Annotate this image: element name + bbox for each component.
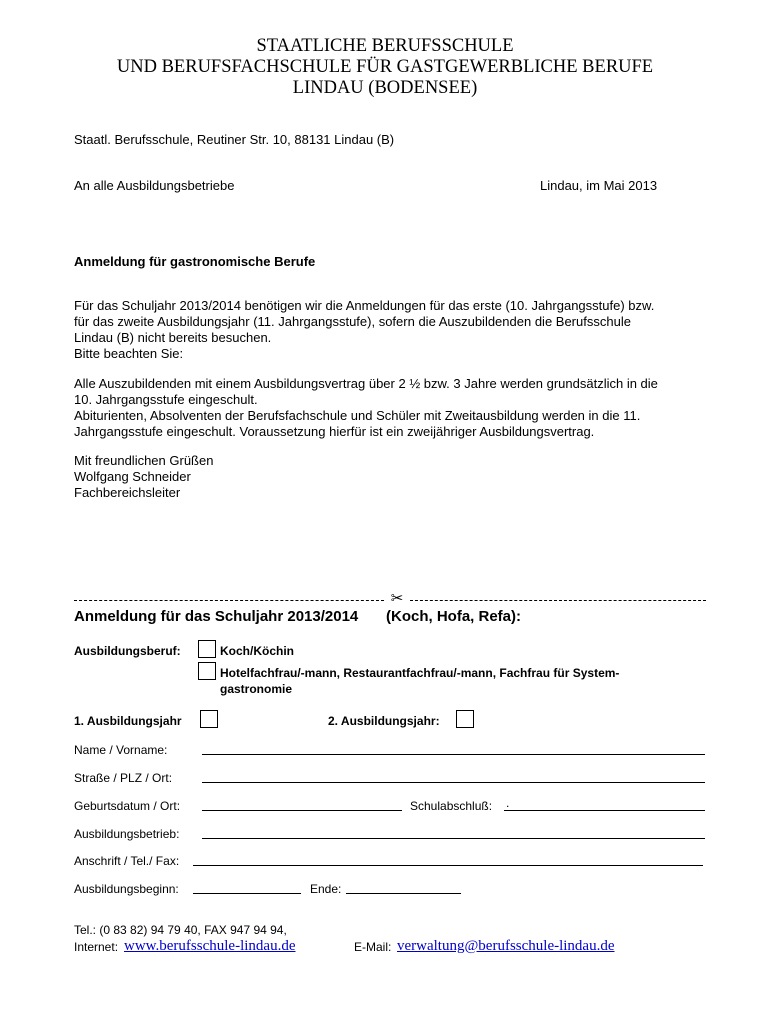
- footer-email-label: E-Mail:: [354, 940, 392, 954]
- year2-label: 2. Ausbildungsjahr:: [328, 714, 440, 728]
- beruf-label: Ausbildungsberuf:: [74, 644, 181, 658]
- name-field[interactable]: [202, 754, 705, 755]
- school-field[interactable]: [504, 810, 705, 811]
- letter-paragraph-2: [74, 376, 658, 440]
- place-date: Lindau, im Mai 2013: [540, 178, 658, 193]
- paragraph-line: Abiturienten, Absolventen der Berufsfachschule und Schüler mit Zweitausbildung werden in die 11.: [74, 408, 641, 423]
- sender-address: Staatl. Berufsschule, Reutiner Str. 10, 88131 Lindau (B): [74, 132, 395, 147]
- paragraph-line: Jahrgangsstufe eingeschult. Voraussetzung hierfür ist ein zweijähriger Ausbildungsvertrag.: [74, 424, 595, 439]
- end-label: Ende:: [310, 882, 342, 896]
- year1-checkbox[interactable]: [200, 710, 218, 728]
- company-label: Ausbildungsbetrieb:: [74, 827, 180, 841]
- form-title-suffix: (Koch, Hofa, Refa):: [386, 608, 521, 625]
- scissors-icon: ✂: [390, 590, 404, 607]
- street-field[interactable]: [202, 782, 705, 783]
- company-field[interactable]: [202, 838, 705, 839]
- school-mark: .: [506, 796, 510, 810]
- address-field[interactable]: [193, 865, 703, 866]
- year1-label: 1. Ausbildungsjahr: [74, 714, 182, 728]
- footer-website-link[interactable]: www.berufsschule-lindau.de: [124, 938, 296, 954]
- signer-title: Fachbereichsleiter: [74, 485, 181, 500]
- paragraph-line: 10. Jahrgangsstufe eingeschult.: [74, 392, 258, 407]
- footer-internet-label: Internet:: [74, 940, 119, 954]
- cut-line: [74, 592, 706, 608]
- koch-checkbox[interactable]: [198, 640, 216, 658]
- school-label: Schulabschluß:: [410, 799, 493, 813]
- form-title: Anmeldung für das Schuljahr 2013/2014: [74, 608, 359, 625]
- street-label: Straße / PLZ / Ort:: [74, 771, 173, 785]
- signer-name: Wolfgang Schneider: [74, 469, 191, 484]
- cut-dash-left: [74, 600, 384, 601]
- header-line-3: LINDAU (BODENSEE): [292, 78, 478, 98]
- paragraph-line: Alle Auszubildenden mit einem Ausbildungsvertrag über 2 ½ bzw. 3 Jahre werden grundsätzlich in die: [74, 376, 658, 391]
- recipient: An alle Ausbildungsbetriebe: [74, 178, 235, 193]
- cut-dash-right: [410, 600, 706, 601]
- hotel-option-label-2: gastronomie: [220, 682, 293, 696]
- birth-label: Geburtsdatum / Ort:: [74, 799, 181, 813]
- header-line-1: STAATLICHE BERUFSSCHULE: [256, 36, 514, 56]
- koch-option-label: Koch/Köchin: [220, 644, 294, 658]
- name-label: Name / Vorname:: [74, 743, 168, 757]
- hotel-option-label-1: Hotelfachfrau/-mann, Restaurantfachfrau/-mann, Fachfrau für System-: [220, 666, 620, 680]
- year2-checkbox[interactable]: [456, 710, 474, 728]
- footer-email-link[interactable]: verwaltung@berufsschule-lindau.de: [397, 938, 615, 954]
- letter-paragraph-1: [74, 298, 654, 362]
- paragraph-line: Für das Schuljahr 2013/2014 benötigen wir die Anmeldungen für das erste (10. Jahrgangsstufe) bzw.: [74, 298, 655, 313]
- header-line-2: UND BERUFSFACHSCHULE FÜR GASTGEWERBLICHE BERUFE: [116, 57, 654, 77]
- school-header: [0, 36, 770, 99]
- birth-field[interactable]: [202, 810, 402, 811]
- hotel-checkbox[interactable]: [198, 662, 216, 680]
- end-field[interactable]: [346, 893, 461, 894]
- letter-subject: Anmeldung für gastronomische Berufe: [74, 254, 316, 269]
- paragraph-line: Lindau (B) nicht bereits besuchen.: [74, 330, 272, 345]
- paragraph-line: für das zweite Ausbildungsjahr (11. Jahrgangsstufe), sofern die Auszubildenden die Berufsschule: [74, 314, 631, 329]
- start-label: Ausbildungsbeginn:: [74, 882, 179, 896]
- closing-greeting: Mit freundlichen Grüßen: [74, 453, 214, 468]
- footer-phone: Tel.: (0 83 82) 94 79 40, FAX 947 94 94,: [74, 923, 287, 937]
- address-label: Anschrift / Tel./ Fax:: [74, 854, 180, 868]
- start-field[interactable]: [193, 893, 301, 894]
- letter-closing: [74, 453, 213, 501]
- paragraph-line: Bitte beachten Sie:: [74, 346, 184, 361]
